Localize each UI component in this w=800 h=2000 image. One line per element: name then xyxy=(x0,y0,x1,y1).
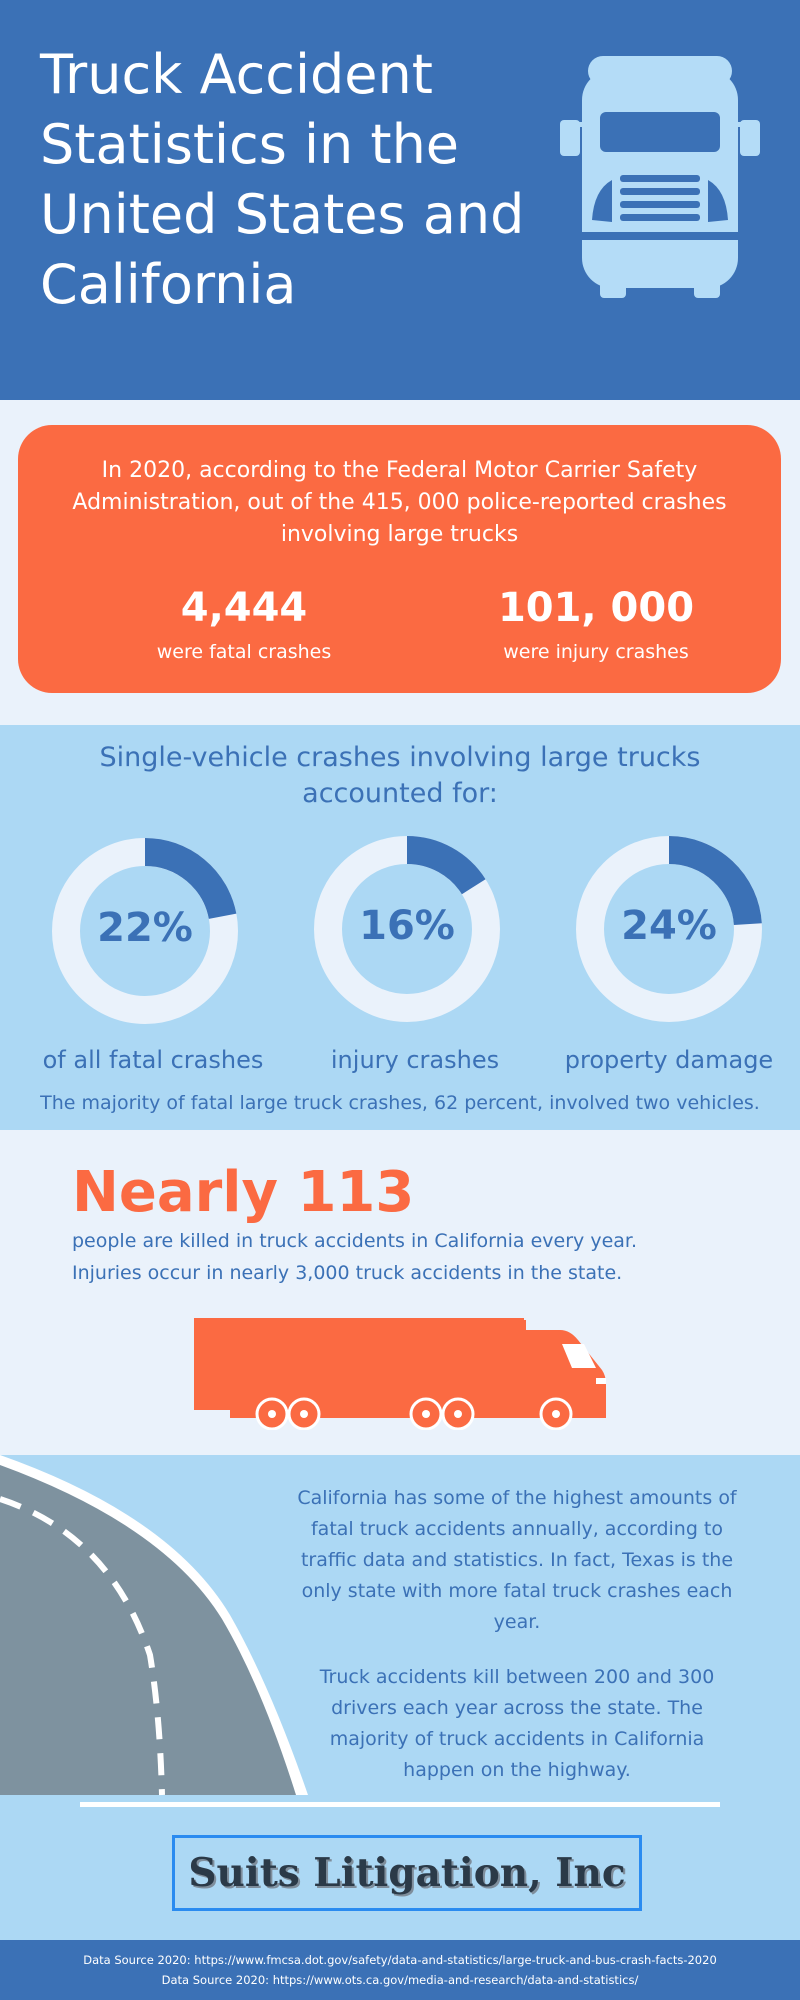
page-title xyxy=(40,40,560,320)
two-vehicle-note: The majority of fatal large truck crashes, 62 percent, involved two vehicles. xyxy=(40,1092,760,1114)
title-line: United States and xyxy=(40,183,525,246)
text-line: people are killed in truck accidents in California every year. xyxy=(72,1230,638,1252)
fatal-crashes-label: were fatal crashes xyxy=(156,641,332,663)
ring-label: of all fatal crashes xyxy=(42,1046,264,1074)
title-line: California xyxy=(40,253,297,316)
injury-crashes-label: were injury crashes xyxy=(503,641,689,663)
ring-label: property damage xyxy=(564,1046,774,1074)
section-divider xyxy=(80,1802,720,1807)
ring-percent: 16% xyxy=(359,903,455,949)
title-line: Truck Accident xyxy=(40,43,433,106)
injury-crashes-value: 101, 000 xyxy=(497,585,695,631)
text-line: Truck accidents kill between 200 and 300 xyxy=(319,1666,715,1688)
data-source-ots: Data Source 2020: https://www.ots.ca.gov/media-and-research/data-and-statistics/ xyxy=(161,1973,639,1987)
ring-percent: 22% xyxy=(97,905,193,951)
footer xyxy=(0,1940,800,2000)
rankings-paragraph-2 xyxy=(262,1662,772,1786)
text-line: majority of truck accidents in California xyxy=(329,1728,705,1750)
header-banner xyxy=(0,0,800,400)
text-line: Injuries occur in nearly 3,000 truck accidents in the state. xyxy=(72,1262,623,1284)
semi-truck-icon xyxy=(190,1318,610,1430)
rankings-paragraph-1 xyxy=(262,1483,772,1638)
company-logo xyxy=(172,1835,642,1911)
heading-line: Single-vehicle crashes involving large trucks xyxy=(99,742,701,773)
text-line: traffic data and statistics. In fact, Texas is the xyxy=(300,1549,734,1571)
heading-line: accounted for: xyxy=(302,778,498,809)
text-line: year. xyxy=(493,1611,541,1633)
text-line: drivers each year across the state. The xyxy=(331,1697,703,1719)
fmcsa-card xyxy=(18,425,781,693)
text-line: California has some of the highest amounts of xyxy=(297,1487,737,1509)
fmcsa-intro: In 2020, according to the Federal Motor Carrier Safety Administration, out of the 415, 000 police-reported crashes involving large trucks xyxy=(72,458,727,547)
single-vehicle-heading xyxy=(40,740,760,812)
data-source-fmcsa: Data Source 2020: https://www.fmcsa.dot.gov/safety/data-and-statistics/large-truck-and-bus-crash-facts-2020 xyxy=(83,1953,717,1967)
title-line: Statistics in the xyxy=(40,113,460,176)
text-line: only state with more fatal truck crashes each xyxy=(301,1580,733,1602)
text-line: happen on the highway. xyxy=(403,1759,631,1781)
california-deaths-text xyxy=(72,1225,752,1289)
fatal-crashes-value: 4,444 xyxy=(180,585,308,631)
text-line: fatal truck accidents annually, according to xyxy=(310,1518,724,1540)
ring-label: injury crashes xyxy=(330,1046,500,1074)
truck-front-icon xyxy=(560,50,760,300)
company-logo-text: Suits Litigation, Inc xyxy=(188,1850,626,1896)
california-deaths-headline: Nearly 113 xyxy=(72,1160,415,1225)
ring-percent: 24% xyxy=(621,903,717,949)
